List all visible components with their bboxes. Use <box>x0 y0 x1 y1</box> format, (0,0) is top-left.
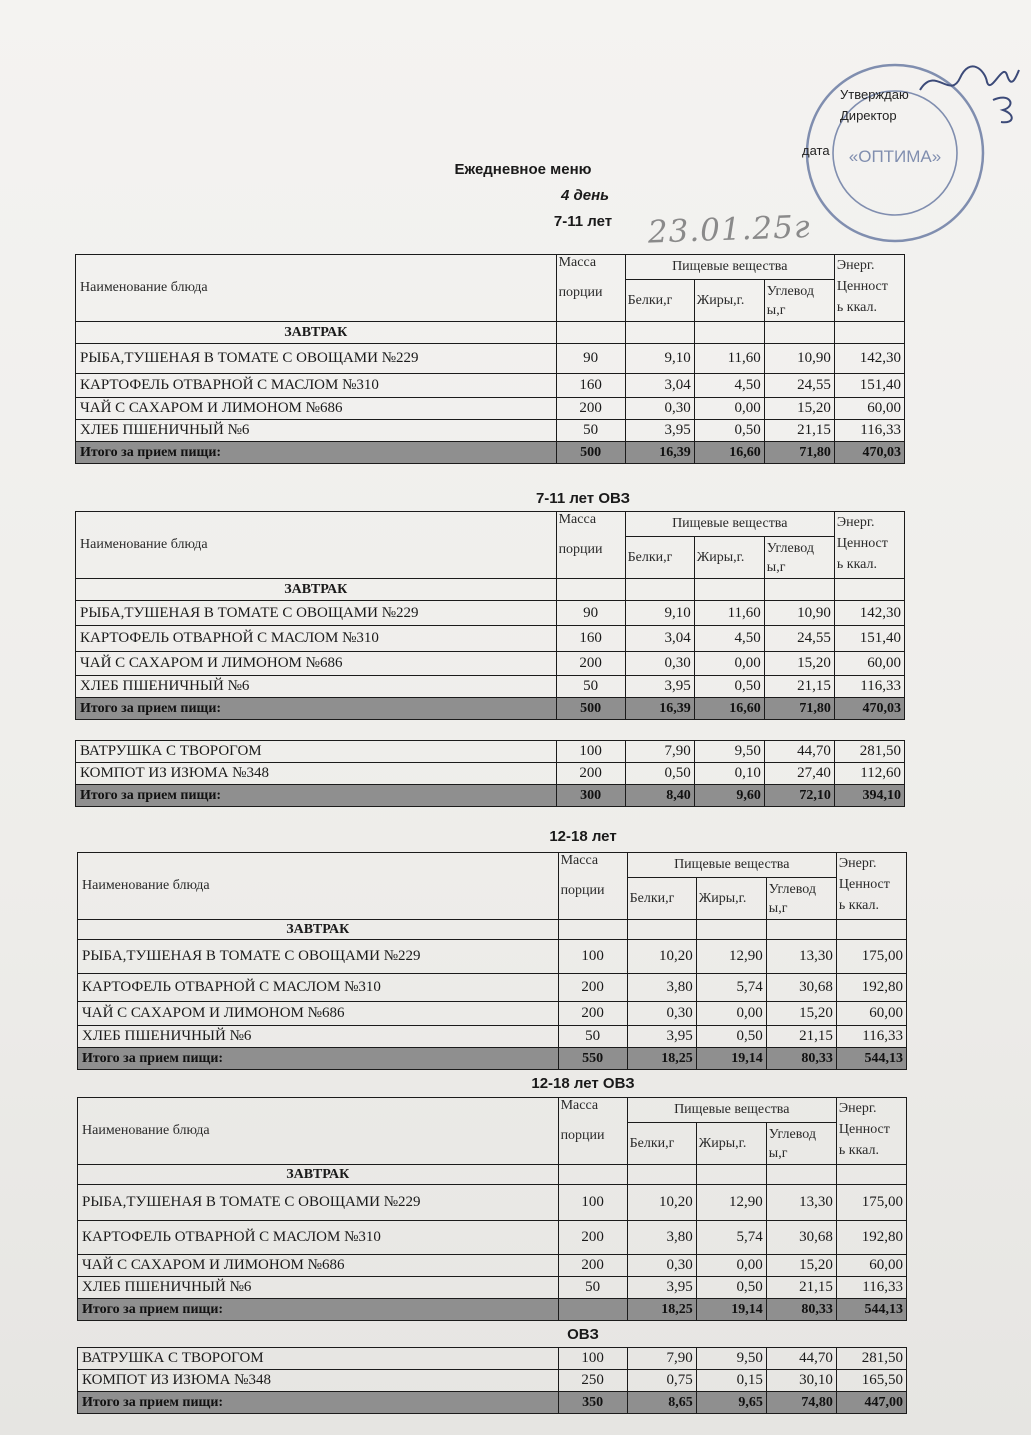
mass-header-bottom: порции <box>560 883 605 898</box>
dish-name: ХЛЕБ ПШЕНИЧНЫЙ №6 <box>78 1026 559 1048</box>
value-kcal: 192,80 <box>836 974 906 1002</box>
dish-row <box>78 1277 907 1299</box>
portion-mass: 50 <box>558 1026 627 1048</box>
meal-label: ЗАВТРАК <box>76 322 557 344</box>
mass-header-bottom: порции <box>558 285 603 300</box>
value-protein: 8,65 <box>627 1392 696 1414</box>
value-protein: 9,10 <box>625 601 694 626</box>
value-kcal: 142,30 <box>834 344 904 374</box>
col-header-carbs <box>764 280 834 322</box>
dish-row <box>78 1002 907 1026</box>
value-kcal: 447,00 <box>836 1392 906 1414</box>
extra-section-title: ОВЗ <box>567 1326 599 1343</box>
total-row <box>78 1299 907 1321</box>
mass-header-top: Масса <box>560 853 599 868</box>
energy-header-a: Энерг. <box>836 258 875 273</box>
menu-table <box>77 1097 907 1321</box>
portion-mass: 100 <box>558 1185 627 1221</box>
value-protein: 7,90 <box>625 741 694 763</box>
portion-mass: 200 <box>556 398 625 420</box>
value-kcal: 116,33 <box>836 1277 906 1299</box>
meal-label: ЗАВТРАК <box>78 1165 559 1185</box>
value-protein: 0,75 <box>627 1370 696 1392</box>
value-fat: 5,74 <box>696 974 766 1002</box>
value-carbs: 13,30 <box>766 940 836 974</box>
value-fat: 0,50 <box>696 1026 766 1048</box>
value-fat: 4,50 <box>694 626 764 652</box>
value-kcal: 60,00 <box>834 652 904 676</box>
energy-header-b: Ценност <box>838 1122 890 1137</box>
value-kcal: 175,00 <box>836 1185 906 1221</box>
value-fat: 0,00 <box>696 1002 766 1026</box>
portion-mass: 160 <box>556 626 625 652</box>
col-header-mass <box>556 512 625 579</box>
value-protein: 0,50 <box>625 763 694 785</box>
value-carbs: 21,15 <box>766 1026 836 1048</box>
value-fat: 9,50 <box>694 741 764 763</box>
value-kcal: 142,30 <box>834 601 904 626</box>
value-kcal: 60,00 <box>836 1002 906 1026</box>
section-title: 7-11 лет <box>553 213 613 230</box>
meal-row <box>78 920 907 940</box>
total-label: Итого за прием пищи: <box>76 442 557 464</box>
empty-cell <box>558 920 627 940</box>
col-header-energy <box>834 512 904 579</box>
value-kcal: 470,03 <box>834 698 904 720</box>
value-carbs: 15,20 <box>764 652 834 676</box>
value-protein: 16,39 <box>625 442 694 464</box>
value-fat: 19,14 <box>696 1048 766 1070</box>
portion-mass: 200 <box>556 652 625 676</box>
value-carbs: 15,20 <box>766 1002 836 1026</box>
portion-mass: 200 <box>558 1255 627 1277</box>
value-fat: 16,60 <box>694 698 764 720</box>
value-protein: 0,30 <box>627 1255 696 1277</box>
empty-cell <box>694 579 764 601</box>
col-header-protein: Белки,г <box>627 1123 696 1165</box>
value-kcal: 151,40 <box>834 626 904 652</box>
energy-header-b: Ценност <box>836 536 888 551</box>
col-header-mass <box>558 1098 627 1165</box>
value-fat: 0,15 <box>696 1370 766 1392</box>
value-protein: 3,04 <box>625 626 694 652</box>
carbs-header-a: Углевод <box>768 1126 816 1142</box>
value-carbs: 21,15 <box>764 676 834 698</box>
total-row <box>76 698 905 720</box>
approval-block <box>802 84 909 158</box>
dish-row <box>76 601 905 626</box>
value-protein: 3,95 <box>627 1026 696 1048</box>
dish-row <box>78 1221 907 1255</box>
value-kcal: 116,33 <box>834 676 904 698</box>
col-header-name: Наименование блюда <box>76 255 557 322</box>
empty-cell <box>764 579 834 601</box>
col-header-carbs <box>766 878 836 920</box>
value-fat: 9,60 <box>694 785 764 807</box>
col-header-fat: Жиры,г. <box>694 280 764 322</box>
dish-name: КАРТОФЕЛЬ ОТВАРНОЙ С МАСЛОМ №310 <box>78 974 559 1002</box>
value-carbs: 27,40 <box>764 763 834 785</box>
value-fat: 0,00 <box>694 652 764 676</box>
energy-header-a: Энерг. <box>838 856 877 871</box>
mass-header-bottom: порции <box>558 542 603 557</box>
value-protein: 18,25 <box>627 1299 696 1321</box>
energy-header-a: Энерг. <box>836 515 875 530</box>
header-row <box>78 1098 907 1123</box>
value-fat: 0,00 <box>694 398 764 420</box>
value-kcal: 165,50 <box>836 1370 906 1392</box>
dish-name: ХЛЕБ ПШЕНИЧНЫЙ №6 <box>76 420 557 442</box>
value-protein: 3,80 <box>627 1221 696 1255</box>
dish-row <box>78 1026 907 1048</box>
day-label: 4 день <box>560 187 610 204</box>
value-fat: 0,50 <box>694 676 764 698</box>
dish-name: КАРТОФЕЛЬ ОТВАРНОЙ С МАСЛОМ №310 <box>78 1221 559 1255</box>
portion-mass: 160 <box>556 374 625 398</box>
dish-name: РЫБА,ТУШЕНАЯ В ТОМАТЕ С ОВОЩАМИ №229 <box>76 344 557 374</box>
portion-mass: 100 <box>558 1348 627 1370</box>
portion-mass: 500 <box>556 442 625 464</box>
portion-mass: 90 <box>556 601 625 626</box>
value-fat: 5,74 <box>696 1221 766 1255</box>
col-header-nutrients: Пищевые вещества <box>625 512 834 537</box>
value-fat: 0,50 <box>696 1277 766 1299</box>
portion-mass: 250 <box>558 1370 627 1392</box>
energy-header-c: ь ккал. <box>838 898 879 913</box>
portion-mass: 550 <box>558 1048 627 1070</box>
value-carbs: 24,55 <box>764 374 834 398</box>
value-fat: 16,60 <box>694 442 764 464</box>
energy-header-c: ь ккал. <box>838 1143 879 1158</box>
menu-table <box>77 852 907 1070</box>
col-header-fat: Жиры,г. <box>696 1123 766 1165</box>
value-carbs: 74,80 <box>766 1392 836 1414</box>
dish-row <box>78 1185 907 1221</box>
col-header-carbs <box>766 1123 836 1165</box>
col-header-energy <box>834 255 904 322</box>
dish-row <box>78 1370 907 1392</box>
col-header-energy <box>836 853 906 920</box>
portion-mass: 200 <box>558 1221 627 1255</box>
total-label: Итого за прием пищи: <box>78 1299 559 1321</box>
empty-cell <box>766 1165 836 1185</box>
dish-name: КАРТОФЕЛЬ ОТВАРНОЙ С МАСЛОМ №310 <box>76 374 557 398</box>
mass-header-bottom: порции <box>560 1128 605 1143</box>
dish-name: РЫБА,ТУШЕНАЯ В ТОМАТЕ С ОВОЩАМИ №229 <box>78 940 559 974</box>
dish-row <box>78 974 907 1002</box>
director-signature <box>915 60 1025 130</box>
col-header-nutrients: Пищевые вещества <box>627 1098 836 1123</box>
dish-name: ХЛЕБ ПШЕНИЧНЫЙ №6 <box>76 676 557 698</box>
col-header-name: Наименование блюда <box>78 1098 559 1165</box>
dish-row <box>76 652 905 676</box>
portion-mass: 300 <box>556 785 625 807</box>
dish-row <box>78 1255 907 1277</box>
value-carbs: 44,70 <box>764 741 834 763</box>
dish-row <box>76 763 905 785</box>
total-label: Итого за прием пищи: <box>76 698 557 720</box>
carbs-header-a: Углевод <box>766 540 814 556</box>
portion-mass: 90 <box>556 344 625 374</box>
handwritten-date: 23.01.25г <box>647 208 812 251</box>
dish-row <box>76 344 905 374</box>
portion-mass: 100 <box>556 741 625 763</box>
approval-line-2: Директор <box>840 108 897 123</box>
mass-header-top: Масса <box>560 1098 599 1113</box>
energy-header-a: Энерг. <box>838 1101 877 1116</box>
value-fat: 9,65 <box>696 1392 766 1414</box>
meal-row <box>78 1165 907 1185</box>
total-label: Итого за прием пищи: <box>78 1392 559 1414</box>
portion-mass: 500 <box>556 698 625 720</box>
dish-name: ЧАЙ С САХАРОМ И ЛИМОНОМ №686 <box>76 652 557 676</box>
section-title: 7-11 лет ОВЗ <box>535 490 631 507</box>
approval-line-1: Утверждаю <box>840 87 909 102</box>
total-row <box>76 785 905 807</box>
value-carbs: 80,33 <box>766 1299 836 1321</box>
dish-row <box>76 626 905 652</box>
empty-cell <box>834 322 904 344</box>
dish-name: ХЛЕБ ПШЕНИЧНЫЙ №6 <box>78 1277 559 1299</box>
dish-row <box>76 398 905 420</box>
section-title: 12-18 лет ОВЗ <box>531 1075 635 1092</box>
value-kcal: 151,40 <box>834 374 904 398</box>
empty-cell <box>766 920 836 940</box>
value-carbs: 13,30 <box>766 1185 836 1221</box>
value-carbs: 10,90 <box>764 344 834 374</box>
col-header-mass <box>558 853 627 920</box>
value-kcal: 60,00 <box>834 398 904 420</box>
col-header-protein: Белки,г <box>627 878 696 920</box>
col-header-nutrients: Пищевые вещества <box>627 853 836 878</box>
meal-row <box>76 322 905 344</box>
portion-mass: 200 <box>558 974 627 1002</box>
dish-name: ЧАЙ С САХАРОМ И ЛИМОНОМ №686 <box>78 1002 559 1026</box>
col-header-mass <box>556 255 625 322</box>
value-carbs: 71,80 <box>764 698 834 720</box>
dish-name: РЫБА,ТУШЕНАЯ В ТОМАТЕ С ОВОЩАМИ №229 <box>76 601 557 626</box>
carbs-header-a: Углевод <box>768 881 816 897</box>
col-header-name: Наименование блюда <box>78 853 559 920</box>
mass-header-top: Масса <box>558 255 597 270</box>
value-fat: 9,50 <box>696 1348 766 1370</box>
carbs-header-b: ы,г <box>766 559 786 575</box>
value-carbs: 30,10 <box>766 1370 836 1392</box>
empty-cell <box>556 322 625 344</box>
stamp-name: «ОПТИМА» <box>848 147 942 166</box>
value-protein: 10,20 <box>627 940 696 974</box>
value-protein: 18,25 <box>627 1048 696 1070</box>
value-fat: 19,14 <box>696 1299 766 1321</box>
value-kcal: 544,13 <box>836 1048 906 1070</box>
portion-mass: 50 <box>558 1277 627 1299</box>
empty-cell <box>764 322 834 344</box>
value-protein: 3,04 <box>625 374 694 398</box>
col-header-fat: Жиры,г. <box>694 537 764 579</box>
col-header-energy <box>836 1098 906 1165</box>
total-label: Итого за прием пищи: <box>78 1048 559 1070</box>
dish-name: КОМПОТ ИЗ ИЗЮМА №348 <box>76 763 557 785</box>
value-protein: 0,30 <box>627 1002 696 1026</box>
value-kcal: 192,80 <box>836 1221 906 1255</box>
value-protein: 0,30 <box>625 652 694 676</box>
empty-cell <box>836 1165 906 1185</box>
approval-date-label: дата <box>802 143 830 158</box>
value-fat: 12,90 <box>696 940 766 974</box>
value-carbs: 21,15 <box>766 1277 836 1299</box>
value-protein: 8,40 <box>625 785 694 807</box>
total-label: Итого за прием пищи: <box>76 785 557 807</box>
value-kcal: 60,00 <box>836 1255 906 1277</box>
dish-name: КАРТОФЕЛЬ ОТВАРНОЙ С МАСЛОМ №310 <box>76 626 557 652</box>
mass-header-top: Масса <box>558 512 597 527</box>
value-protein: 3,95 <box>627 1277 696 1299</box>
empty-cell <box>556 579 625 601</box>
snack-table <box>77 1347 907 1414</box>
col-header-protein: Белки,г <box>625 537 694 579</box>
value-carbs: 10,90 <box>764 601 834 626</box>
portion-mass: 100 <box>558 940 627 974</box>
value-kcal: 112,60 <box>834 763 904 785</box>
value-carbs: 15,20 <box>766 1255 836 1277</box>
total-row <box>78 1048 907 1070</box>
col-header-carbs <box>764 537 834 579</box>
value-kcal: 281,50 <box>836 1348 906 1370</box>
value-protein: 10,20 <box>627 1185 696 1221</box>
energy-header-b: Ценност <box>836 279 888 294</box>
value-carbs: 15,20 <box>764 398 834 420</box>
dish-name: ЧАЙ С САХАРОМ И ЛИМОНОМ №686 <box>76 398 557 420</box>
value-fat: 0,50 <box>694 420 764 442</box>
carbs-header-b: ы,г <box>768 1145 788 1161</box>
value-fat: 0,00 <box>696 1255 766 1277</box>
dish-row <box>76 741 905 763</box>
col-header-fat: Жиры,г. <box>696 878 766 920</box>
carbs-header-b: ы,г <box>766 302 786 318</box>
portion-mass: 50 <box>556 676 625 698</box>
menu-table <box>75 511 905 720</box>
value-carbs: 24,55 <box>764 626 834 652</box>
dish-row <box>76 420 905 442</box>
portion-mass <box>558 1299 627 1321</box>
value-protein: 16,39 <box>625 698 694 720</box>
portion-mass: 200 <box>556 763 625 785</box>
value-protein: 3,80 <box>627 974 696 1002</box>
total-row <box>76 442 905 464</box>
portion-mass: 50 <box>556 420 625 442</box>
value-fat: 0,10 <box>694 763 764 785</box>
energy-header-c: ь ккал. <box>836 300 877 315</box>
col-header-nutrients: Пищевые вещества <box>625 255 834 280</box>
value-carbs: 30,68 <box>766 1221 836 1255</box>
value-fat: 12,90 <box>696 1185 766 1221</box>
document-title: Ежедневное меню <box>454 161 592 178</box>
snack-table <box>75 740 905 807</box>
value-protein: 9,10 <box>625 344 694 374</box>
empty-cell <box>627 920 696 940</box>
energy-header-b: Ценност <box>838 877 890 892</box>
value-fat: 11,60 <box>694 601 764 626</box>
dish-name: ВАТРУШКА С ТВОРОГОМ <box>76 741 557 763</box>
total-row <box>78 1392 907 1414</box>
meal-row <box>76 579 905 601</box>
empty-cell <box>627 1165 696 1185</box>
col-header-name: Наименование блюда <box>76 512 557 579</box>
value-protein: 7,90 <box>627 1348 696 1370</box>
empty-cell <box>558 1165 627 1185</box>
value-protein: 3,95 <box>625 420 694 442</box>
value-fat: 4,50 <box>694 374 764 398</box>
dish-name: ЧАЙ С САХАРОМ И ЛИМОНОМ №686 <box>78 1255 559 1277</box>
value-kcal: 116,33 <box>834 420 904 442</box>
dish-row <box>78 1348 907 1370</box>
value-carbs: 72,10 <box>764 785 834 807</box>
value-kcal: 394,10 <box>834 785 904 807</box>
empty-cell <box>836 920 906 940</box>
empty-cell <box>625 322 694 344</box>
value-carbs: 21,15 <box>764 420 834 442</box>
dish-row <box>76 374 905 398</box>
empty-cell <box>696 1165 766 1185</box>
value-carbs: 80,33 <box>766 1048 836 1070</box>
empty-cell <box>625 579 694 601</box>
col-header-protein: Белки,г <box>625 280 694 322</box>
meal-label: ЗАВТРАК <box>76 579 557 601</box>
portion-mass: 350 <box>558 1392 627 1414</box>
dish-name: КОМПОТ ИЗ ИЗЮМА №348 <box>78 1370 559 1392</box>
value-kcal: 281,50 <box>834 741 904 763</box>
dish-name: ВАТРУШКА С ТВОРОГОМ <box>78 1348 559 1370</box>
carbs-header-b: ы,г <box>768 900 788 916</box>
header-row <box>76 512 905 537</box>
portion-mass: 200 <box>558 1002 627 1026</box>
value-protein: 0,30 <box>625 398 694 420</box>
dish-row <box>78 940 907 974</box>
carbs-header-a: Углевод <box>766 283 814 299</box>
value-kcal: 470,03 <box>834 442 904 464</box>
value-carbs: 30,68 <box>766 974 836 1002</box>
header-row <box>76 255 905 280</box>
empty-cell <box>696 920 766 940</box>
value-carbs: 44,70 <box>766 1348 836 1370</box>
value-kcal: 544,13 <box>836 1299 906 1321</box>
dish-name: РЫБА,ТУШЕНАЯ В ТОМАТЕ С ОВОЩАМИ №229 <box>78 1185 559 1221</box>
header-row <box>78 853 907 878</box>
value-kcal: 116,33 <box>836 1026 906 1048</box>
meal-label: ЗАВТРАК <box>78 920 559 940</box>
menu-table <box>75 254 905 464</box>
value-kcal: 175,00 <box>836 940 906 974</box>
value-fat: 11,60 <box>694 344 764 374</box>
dish-row <box>76 676 905 698</box>
empty-cell <box>834 579 904 601</box>
value-protein: 3,95 <box>625 676 694 698</box>
value-carbs: 71,80 <box>764 442 834 464</box>
energy-header-c: ь ккал. <box>836 557 877 572</box>
empty-cell <box>694 322 764 344</box>
section-title: 12-18 лет <box>549 828 617 845</box>
